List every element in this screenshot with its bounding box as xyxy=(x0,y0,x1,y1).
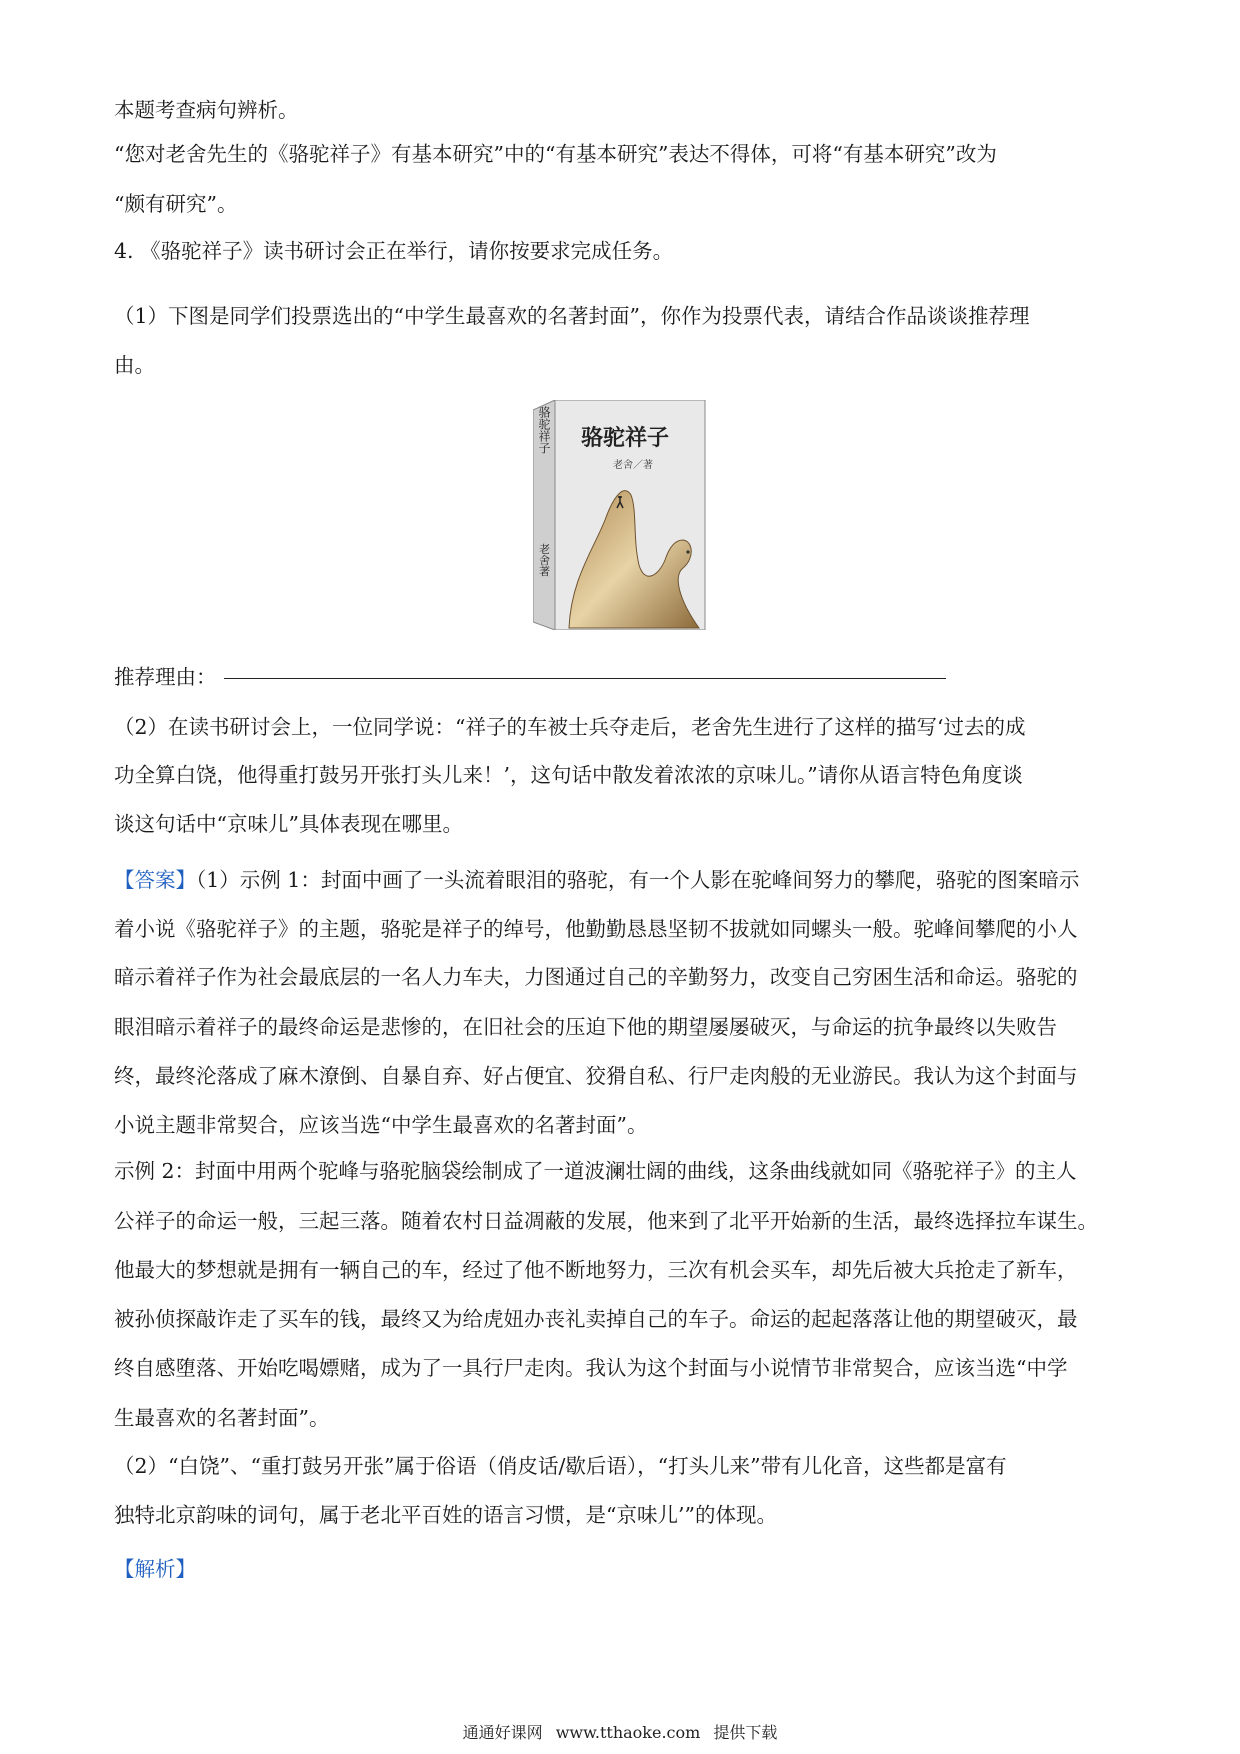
analysis-tag: 【解析】 xyxy=(114,1557,196,1581)
text-line: 本题考查病句辨析。 xyxy=(114,98,299,122)
text-line: 生最喜欢的名著封面”。 xyxy=(114,1406,330,1430)
question-heading: 4. 《骆驼祥子》读书研讨会正在举行，请你按要求完成任务。 xyxy=(114,239,674,263)
text-line: 示例 2：封面中用两个驼峰与骆驼脑袋绘制成了一道波澜壮阔的曲线，这条曲线就如同《骆驼祥子》的主人 xyxy=(114,1159,1077,1183)
text-line: 谈这句话中“京味儿”具体表现在哪里。 xyxy=(114,812,463,836)
recommend-label: 推荐理由： xyxy=(114,665,217,689)
text-line: 着小说《骆驼祥子》的主题，骆驼是祥子的绰号，他勤勤恳恳坚韧不拔就如同螺头一般。驼峰间攀爬的小人 xyxy=(114,917,1078,941)
text-line: 被孙侦探敲诈走了买车的钱，最终又为给虎妞办丧礼卖掉自己的车子。命运的起起落落让他的期望破灭，最 xyxy=(114,1307,1078,1331)
text-line: “您对老舍先生的《骆驼祥子》有基本研究”中的“有基本研究”表达不得体，可将“有基本研究”改为 xyxy=(114,142,997,166)
page-footer xyxy=(0,1722,1240,1744)
text-line: 由。 xyxy=(114,353,155,377)
text-line: 小说主题非常契合，应该当选“中学生最喜欢的名著封面”。 xyxy=(114,1113,648,1137)
footer-url[interactable]: www.tthaoke.com xyxy=(555,1723,701,1742)
answer-line xyxy=(114,866,1134,894)
cover-title: 骆驼祥子 xyxy=(580,425,670,451)
text-line: （1）下图是同学们投票选出的“中学生最喜欢的名著封面”，你作为投票代表，请结合作品谈谈推荐理 xyxy=(114,304,1030,328)
answer-blank-line xyxy=(224,678,946,679)
text-line: 暗示着祥子作为社会最底层的一名人力车夫，力图通过自己的辛勤努力，改变自己穷困生活和命运。骆驼的 xyxy=(114,965,1078,989)
text-line: （2）“白饶”、“重打鼓另开张”属于俗语（俏皮话/歇后语），“打头儿来”带有儿化音，这些都是富有 xyxy=(114,1454,1007,1478)
text-line: 终自感堕落、开始吃喝嫖赌，成为了一具行尸走肉。我认为这个封面与小说情节非常契合，应该当选“中学 xyxy=(114,1356,1068,1380)
spine-author: 老舍著 xyxy=(537,543,551,577)
footer-site-name: 通通好课网 xyxy=(462,1723,543,1742)
answer-tag: 【答案】 xyxy=(114,868,196,892)
text-line: 独特北京韵味的词句，属于老北平百姓的语言习惯，是“京味儿’”的体现。 xyxy=(114,1503,777,1527)
cover-author: 老舍／著 xyxy=(613,460,653,471)
book-cover-image xyxy=(533,400,708,630)
text-line: 眼泪暗示着祥子的最终命运是悲惨的，在旧社会的压迫下他的期望屡屡破灭，与命运的抗争最终以失败告 xyxy=(114,1015,1057,1039)
text-line: （2）在读书研讨会上，一位同学说：“祥子的车被士兵夺走后，老舍先生进行了这样的描写‘过去的成 xyxy=(114,715,1026,739)
text-segment: （1）示例 1：封面中画了一头流着眼泪的骆驼，有一个人影在驼峰间努力的攀爬，骆驼的图案暗示 xyxy=(196,868,1080,892)
text-line: 他最大的梦想就是拥有一辆自己的车，经过了他不断地努力，三次有机会买车，却先后被大兵抢走了新车， xyxy=(114,1258,1078,1282)
camel-eye-icon xyxy=(686,550,689,553)
text-line: 终，最终沦落成了麻木潦倒、自暴自弃、好占便宜、狡猾自私、行尸走肉般的无业游民。我认为这个封面与 xyxy=(114,1064,1078,1088)
footer-note: 提供下载 xyxy=(713,1723,778,1742)
text-line: 公祥子的命运一般，三起三落。随着农村日益凋蔽的发展，他来到了北平开始新的生活，最终选择拉车谋生。 xyxy=(114,1209,1098,1233)
spine-title: 骆驼祥子 xyxy=(537,406,551,454)
text-line: 功全算白饶，他得重打鼓另开张打头儿来！’，这句话中散发着浓浓的京味儿。”请你从语言特色角度谈 xyxy=(114,763,1023,787)
text-line: “颇有研究”。 xyxy=(114,192,238,216)
